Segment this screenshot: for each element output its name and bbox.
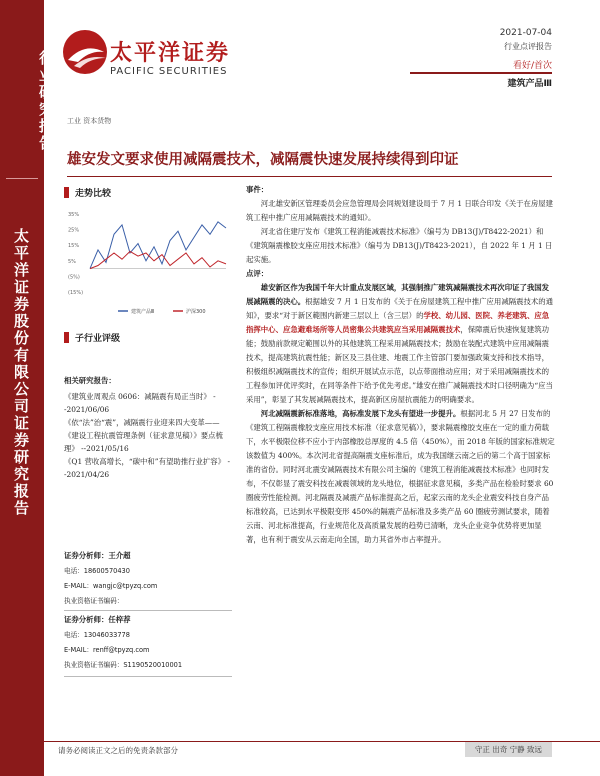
industry-tag: 工业 资本货物 bbox=[67, 117, 112, 125]
y-tick-label: 15% bbox=[68, 243, 80, 250]
y-tick-label: (15%) bbox=[68, 290, 84, 296]
analyst-card: 证券分析师：任梓荐 电话：13046033778 E-MAIL：renff@tpyzq.com 执业资格证书编码：S1190520010001 bbox=[64, 615, 183, 669]
sidebar-report-label: 行业研究报告 bbox=[37, 50, 55, 152]
brand-name-cn: 太平洋证券 bbox=[110, 41, 231, 66]
sidebar-company-label: 太平洋证券股份有限公司证券研究报告 bbox=[12, 228, 30, 517]
series-line-2 bbox=[90, 251, 226, 268]
related-reports-list bbox=[64, 390, 232, 481]
sector-name: 建筑产品Ⅲ bbox=[507, 79, 552, 89]
report-title: 雄安发文要求使用减隔震技术，减隔震快速发展持续得到印证 bbox=[67, 151, 459, 168]
related-reports-title: 相关研究报告： bbox=[64, 376, 116, 385]
comment-label: 点评： bbox=[246, 269, 269, 278]
header-divider bbox=[410, 72, 552, 74]
brand-name-en: PACIFIC SECURITIES bbox=[110, 66, 228, 77]
y-tick-label: 25% bbox=[68, 227, 80, 234]
y-tick-label: (5%) bbox=[68, 274, 80, 281]
related-report-item[interactable]: 《建筑业周观点 0606：减隔震有局正当时》 --2021/06/06 bbox=[64, 392, 216, 414]
comment-paragraph: 河北减隔震新标准落地，高标准发展下龙头有望进一步提升。根据河北 5 月 27 日发布的《建筑工程隔震橡胶支座应用技术标准（征求意见稿）》，要求隔震橡胶支座在一定的重力荷载下，水平极限位移不应小于内部橡胶总厚度的 4.5 倍（450%），而 2018 年版的国家标准规定该数值为 400%。本次河北省提高隔震支座标准后，成为我国继云南之后的第二个高于国家标准的省份。同时河北震安减隔震技术有限公司主编的《建筑工程消能减震技术标准》也同时发布，不仅彰显了震安科技在减震领域的龙头地位，根据征求意见稿，多类产品在检验时要求 60 圈疲劳性能检测。河北隔震及减震产品标准提高之后，起家云南的龙头企业震安科技自身产品标准较高，已达到水平极限变形 450%的隔震产品标准及多类产品 60 圈疲劳测试要求，随着云南、河北标准提高，行业规范化及高质量发展的趋势已清晰，龙头企业竞争优势将更加显著，也有利于震安从云南走向全国，助力其省外市占率提升。 bbox=[246, 409, 555, 544]
analyst-name: 任梓荐 bbox=[108, 615, 131, 624]
trend-heading: 走势比较 bbox=[64, 186, 111, 199]
sidebar-divider bbox=[6, 178, 38, 179]
flag-icon bbox=[64, 332, 69, 343]
analyst-divider bbox=[64, 676, 232, 677]
y-tick-label: 35% bbox=[68, 212, 80, 218]
legend-label: 沪深300 bbox=[186, 309, 206, 315]
report-date: 2021-07-04 bbox=[499, 28, 552, 38]
related-report-item[interactable]: 《Q1 营收高增长，“碳中和”有望助推行业扩容》 --2021/04/26 bbox=[64, 457, 230, 479]
comment-paragraph: 雄安新区作为我国千年大计重点发展区域，其强制推广建筑减隔震技术再次印证了我国发展减隔震的决心。根据雄安 7 月 1 日发布的《关于在房屋建筑工程中推广应用减隔震技术的通知》，要求“对于新区範围内新建三层以上（含三层）的学校、幼儿园、医院、养老建筑、应急指挥中心、应急避难场所等人员密集公共建筑应当采用减隔震技术，保障震后快速恢复建筑功能；鼓励前款规定範围以外的其他建筑工程采用减隔震技术；鼓励在装配式建筑中应用减隔震技术，提高建筑抗震性能；新区及三县住建、地震工作主管部门要加强政策支持和技术指导，积极组织减隔震技术的宣传；组织开展试点示范，以点带面推动应用；对于采用减隔震技术的工程参加评优评奖时，在同等条件下给予优先考虑。”雄安在推广减隔震技术时口径明确为“应当采用”，彰显了其发展减隔震技术，提高新区房屋抗震能力的明确要求。 bbox=[246, 283, 554, 404]
trend-chart bbox=[66, 208, 231, 318]
footer-motto: 守正 出奇 宁静 致远 bbox=[465, 742, 552, 757]
related-report-item[interactable]: 《依“法”治“震”，减隔震行业迎来四大变革——《建设工程抗震管理条例（征求意见稿）》要点梳理》 --2021/05/16 bbox=[64, 418, 223, 453]
analyst-email[interactable]: wangjc@tpyzq.com bbox=[92, 582, 158, 590]
event-label: 事件： bbox=[246, 185, 269, 194]
analyst-card: 证券分析师：王介超 电话：18600570430 E-MAIL：wangjc@tpyzq.com 执业资格证书编码： bbox=[64, 551, 158, 605]
event-paragraph: 河北省住建厅发布《建筑工程消能减震技术标准》（编号为 DB13(J)/T8422-2021）和《建筑隔震橡胶支座应用技术标准》（编号为 DB13(J)/T8423-2021），自 2022 年 1 月 1 日起实施。 bbox=[246, 227, 553, 264]
rating-heading: 子行业评级 bbox=[64, 331, 120, 344]
report-meta bbox=[500, 28, 552, 71]
legend-label: 建筑产品Ⅲ bbox=[131, 309, 155, 315]
analyst-name: 王介超 bbox=[108, 551, 131, 560]
analyst-phone: 13046033778 bbox=[83, 631, 130, 639]
footer-disclaimer: 请务必阅读正文之后的免责条款部分 bbox=[58, 746, 178, 755]
title-divider bbox=[67, 176, 552, 177]
analyst-phone: 18600570430 bbox=[83, 567, 130, 575]
report-body bbox=[246, 183, 556, 547]
y-tick-label: 5% bbox=[68, 258, 76, 265]
industry-rating: 看好/首次 bbox=[512, 61, 552, 71]
analyst-cert: S1190520010001 bbox=[123, 661, 183, 669]
analyst-email[interactable]: renff@tpyzq.com bbox=[92, 646, 150, 654]
report-type: 行业点评报告 bbox=[504, 42, 552, 51]
event-paragraph: 河北雄安新区管理委员会应急管理局会同规划建设局于 7 月 1 日联合印发《关于在房屋建筑工程中推广应用减隔震技术的通知》。 bbox=[246, 199, 554, 222]
analyst-divider bbox=[64, 610, 232, 611]
flag-icon bbox=[64, 187, 69, 198]
